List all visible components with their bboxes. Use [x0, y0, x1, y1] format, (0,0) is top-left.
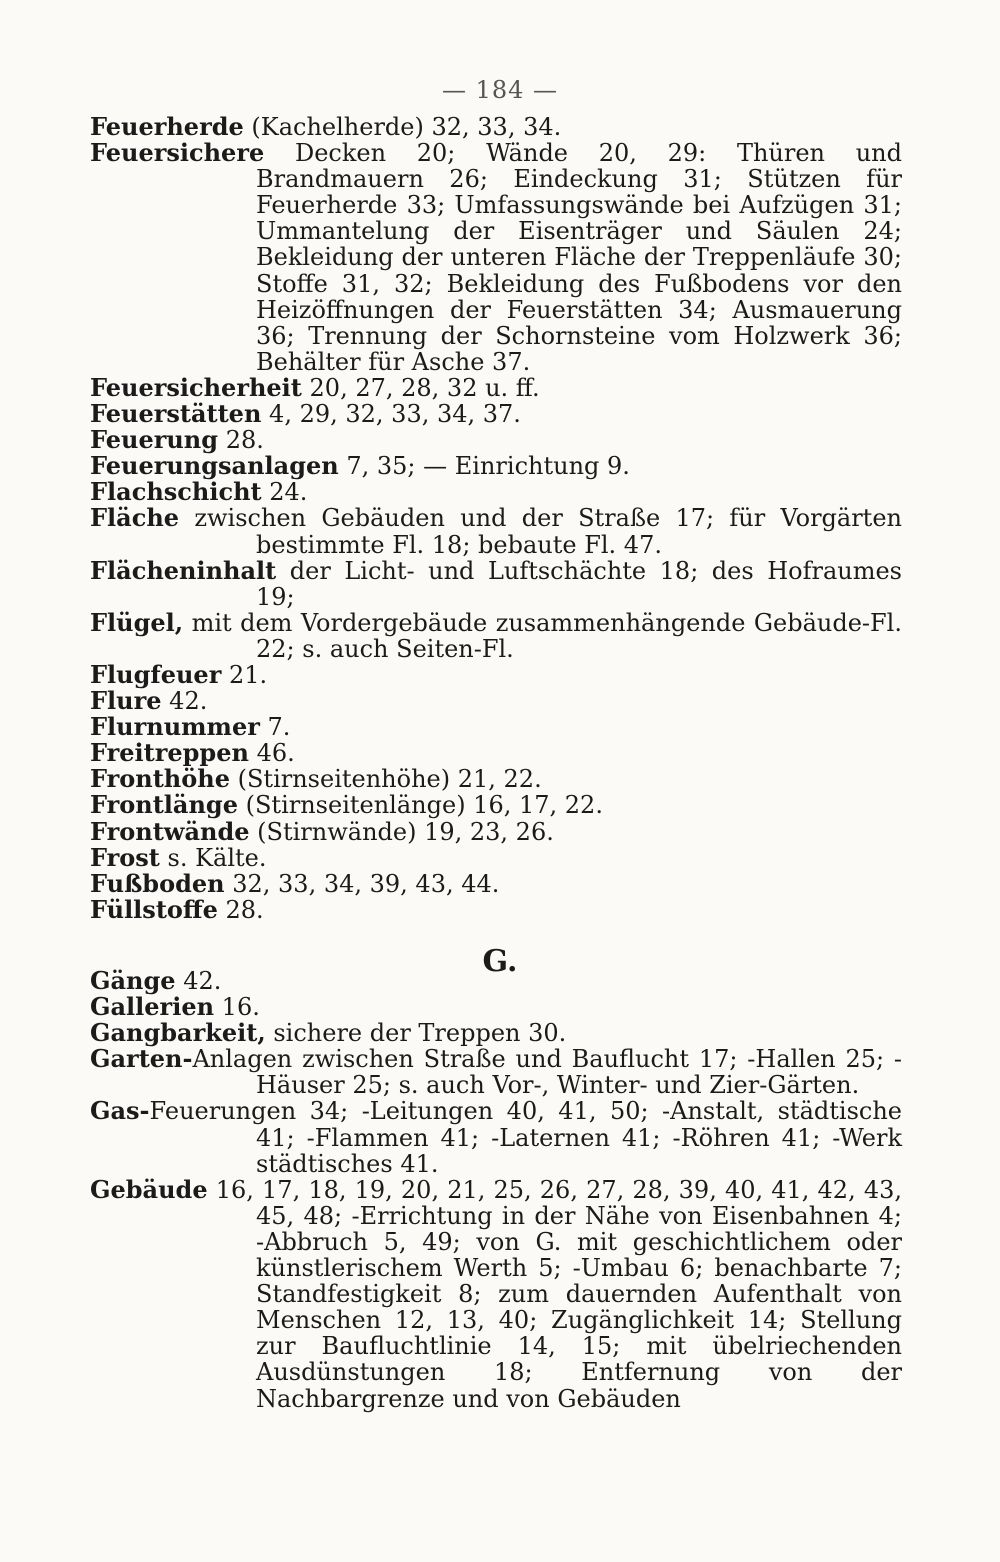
entry-head: Fläche: [90, 503, 180, 533]
entry-head: Feuerungsanlagen: [90, 451, 339, 481]
entry-text: Anlagen zwischen Straße und Baufluсht 17; -Hallen 25; -Häuser 25; s. auch Vor-, Winter- und Zier-Gärten.: [192, 1045, 902, 1100]
index-entry: [90, 1046, 902, 1098]
entry-text: der Licht- und Luftschächte 18; des Hofraumes 19;: [256, 556, 902, 611]
index-entry: [90, 505, 902, 557]
index-entry: [90, 688, 902, 714]
index-entry: [90, 968, 902, 994]
index-entry: [90, 766, 902, 792]
entry-text: 16.: [221, 993, 260, 1022]
entry-head: Flurnummer: [90, 712, 260, 742]
entry-head: Gangbarkeit,: [90, 1018, 266, 1048]
index-entry: [90, 114, 902, 140]
entry-head: Flugfeuer: [90, 659, 222, 689]
entry-text: Decken 20; Wände 20, 29: Thüren und Brandmauern 26; Eindeckung 31; Stützen für Feuerherde 33; Umfassungswände bei Aufzügen 31; Ummantelung der Eisenträger und Säulen 24; Bekleidung der unteren Fläche der Treppenläufe 30; Stoffe 31, 32; Bekleidung des Fußbodens vor den Heizöffnungen der Feuerstätten 34; Ausmauerung 36; Trennung der Schornsteine vom Holzwerk 36; Behälter für Asche 37.: [256, 139, 902, 376]
entry-head: Gallerien: [90, 992, 215, 1022]
entry-text: (Stirnseitenlänge) 16, 17, 22.: [245, 791, 603, 820]
entry-head: Feuerstätten: [90, 399, 262, 429]
entry-text: 20, 27, 28, 32 u. ff.: [309, 373, 540, 402]
entry-head: Flügel,: [90, 607, 184, 637]
index-entry: [90, 994, 902, 1020]
entry-text: 7, 35; — Einrichtung 9.: [346, 452, 630, 481]
entry-text: 46.: [256, 739, 295, 768]
index-entry: [90, 1098, 902, 1176]
entry-text: 32, 33, 34, 39, 43, 44.: [232, 869, 500, 898]
entry-head: Frontlänge: [90, 790, 238, 820]
entry-text: zwischen Gebäuden und der Straße 17; für Vorgärten bestimmte Fl. 18; bebaute Fl. 47.: [194, 504, 902, 559]
index-entry: [90, 842, 902, 872]
entry-text: 21.: [228, 660, 268, 689]
index-entries-g: [90, 968, 902, 1412]
entry-head: Flure: [90, 686, 162, 716]
entry-head: Gebäude: [90, 1174, 208, 1204]
index-entry: [90, 427, 902, 453]
index-entries-f: [90, 114, 902, 923]
index-entry: [90, 607, 902, 663]
entry-text: 24.: [269, 478, 308, 507]
entry-text: 42.: [169, 687, 208, 716]
entry-text: 16, 17, 18, 19, 20, 21, 25, 26, 27, 28, 39, 40, 41, 42, 43, 45, 48; -Errichtung in der Nähe von Eisenbahnen 4; -Abbruch 5, 49; von G. mit geschichtlichem oder künstlerischem Werth 5; -Umbau 6; benachbarte 7; Standfestigkeit 8; zum dauernden Aufenthalt von Menschen 12, 13, 40; Zugänglichkeit 14; Stellung zur Baufluchtlinie 14, 15; mit übelriechenden Ausdünstungen 18; Entfernung von der Nachbargrenze und von Gebäuden: [215, 1175, 902, 1413]
entry-head: Füllstoffe: [90, 894, 218, 924]
index-entry: [90, 740, 902, 766]
entry-text: mit dem Vordergebäude zusammenhängende Gebäude-Fl. 22; s. auch Seiten-Fl.: [191, 608, 902, 663]
entry-head: Flachschicht: [90, 477, 262, 507]
entry-head: Feuersichere: [90, 138, 265, 168]
entry-text: 28.: [225, 895, 264, 924]
entry-text: (Stirnseitenhöhe) 21, 22.: [237, 765, 542, 794]
entry-head: Feuerung: [90, 425, 219, 455]
entry-head: Frost: [90, 842, 160, 872]
entry-text: (Stirnwände) 19, 23, 26.: [257, 817, 554, 846]
entry-head: Fronthöhe: [90, 764, 230, 794]
entry-text: Feuerungen 34; -Leitungen 40, 41, 50; -Anstalt, städtische 41; -Flammen 41; -Laternen 41; -Röhren 41; -Werk städtisches 41.: [149, 1097, 902, 1178]
index-entry: [90, 1174, 902, 1413]
entry-text: 7.: [267, 713, 291, 742]
entry-head: Fußboden: [90, 868, 225, 898]
index-entry: [90, 372, 902, 402]
entry-text: 4, 29, 32, 33, 34, 37.: [269, 400, 521, 429]
entry-text: 28.: [225, 426, 264, 455]
page-number: — 184 —: [441, 76, 559, 104]
entry-head: Garten-: [90, 1044, 193, 1074]
section-letter-heading: G.: [482, 944, 518, 979]
index-entry: [90, 868, 902, 898]
index-entry: [90, 453, 902, 479]
index-entry: [90, 792, 902, 818]
index-entry: [90, 140, 902, 375]
entry-head: Gänge: [90, 966, 176, 995]
index-entry: [90, 1020, 902, 1046]
index-entry: [90, 401, 902, 427]
entry-head: Feuersicherheit: [90, 372, 302, 402]
entry-text: s. Kälte.: [167, 843, 267, 872]
entry-head: Frontwände: [90, 816, 250, 846]
index-entry: [90, 816, 902, 846]
entry-head: Feuerherde: [90, 112, 244, 141]
index-entry: [90, 555, 902, 611]
entry-head: Flächeninhalt: [90, 555, 277, 585]
entry-head: Gas-: [90, 1096, 150, 1126]
entry-text: sichere der Treppen 30.: [273, 1019, 567, 1048]
index-entry: [90, 479, 902, 505]
entry-head: Freitreppen: [90, 738, 249, 768]
entry-text: (Kachelherde) 32, 33, 34.: [251, 113, 562, 141]
index-entry: [90, 714, 902, 740]
index-entry: [90, 894, 902, 924]
index-entry: [90, 659, 902, 689]
entry-text: 42.: [183, 967, 222, 995]
